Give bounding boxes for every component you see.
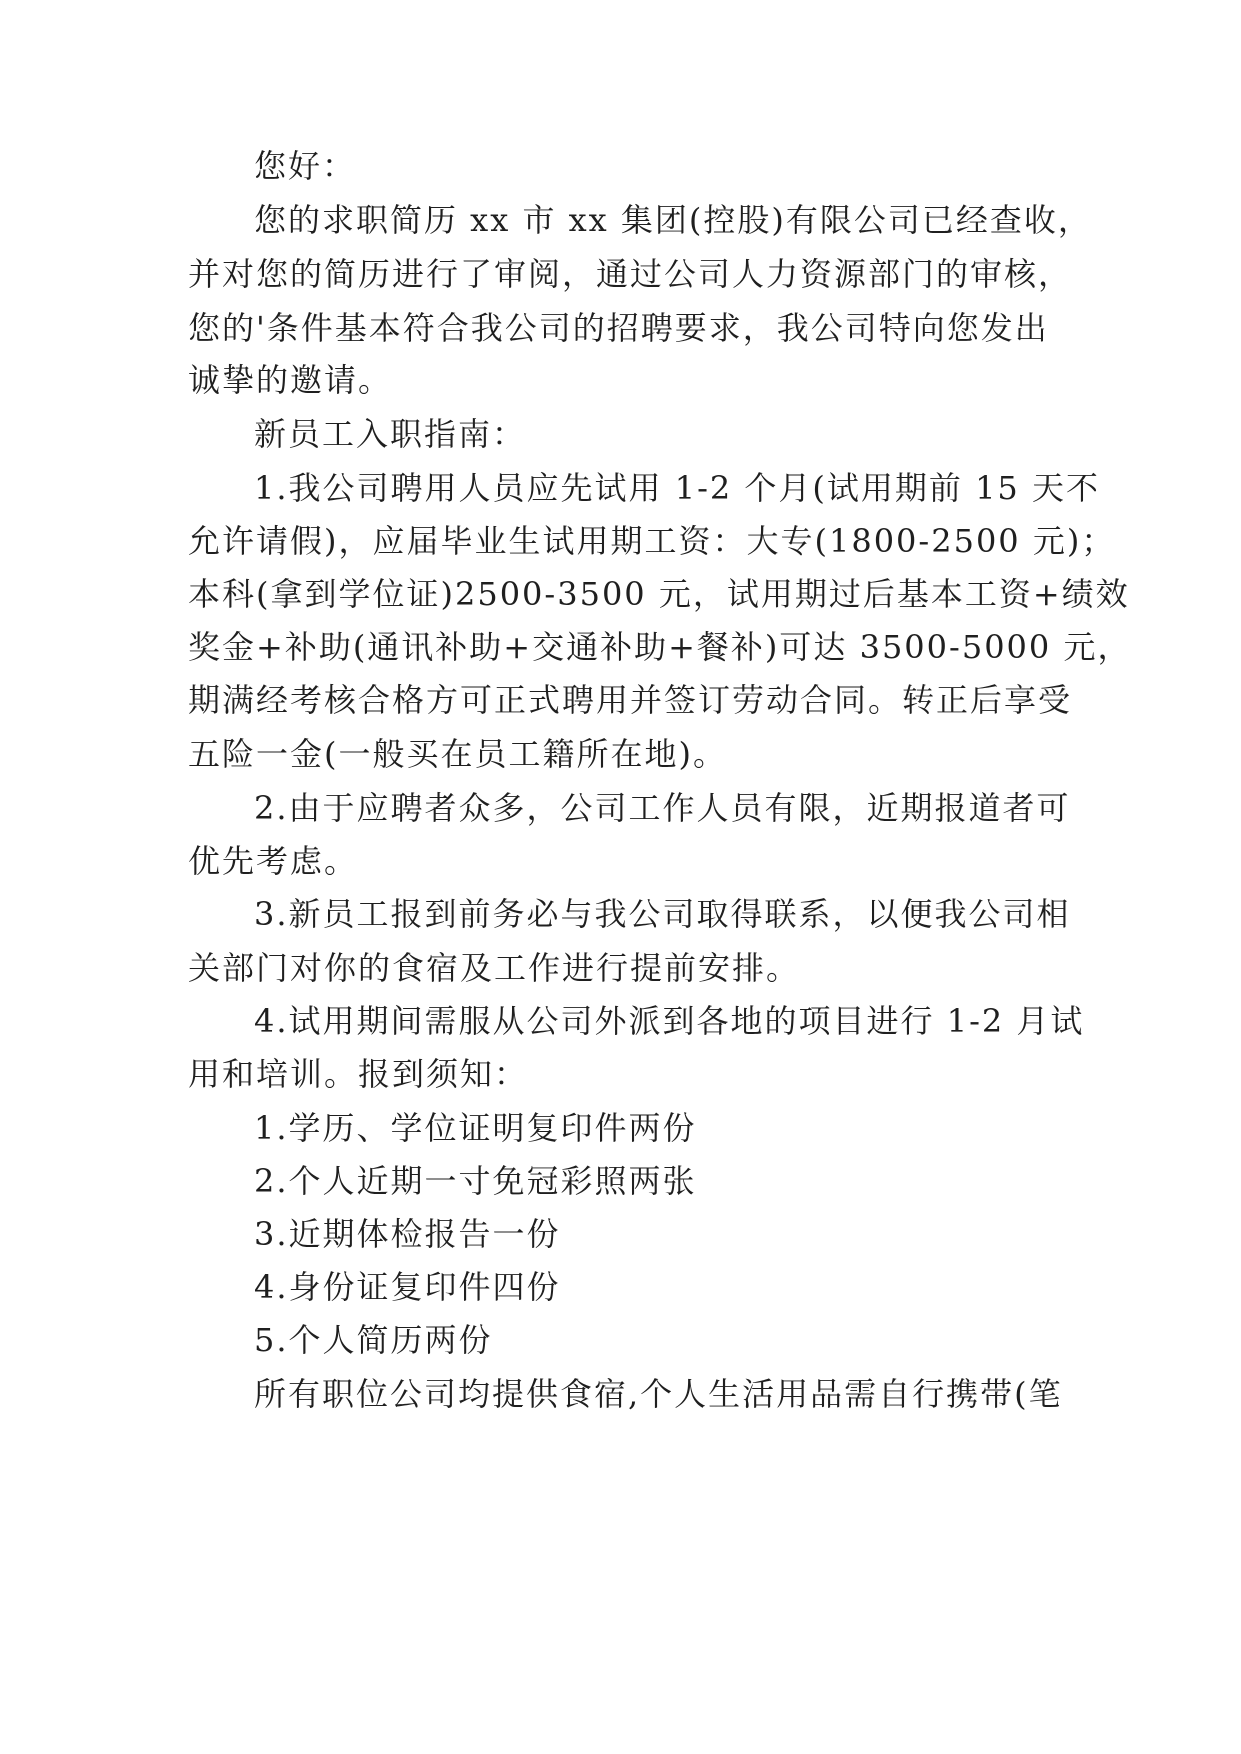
paragraph-line: 1.我公司聘用人员应先试用 1-2 个月(试用期前 15 天不 [254, 469, 1100, 507]
paragraph-line: 4.试用期间需服从公司外派到各地的项目进行 1-2 月试 [254, 1002, 1085, 1040]
paragraph-line: 期满经考核合格方可正式聘用并签订劳动合同。转正后享受 [188, 681, 1073, 719]
paragraph-line: 您的求职简历 xx 市 xx 集团(控股)有限公司已经查收， [254, 201, 1092, 239]
greeting: 您好： [254, 147, 357, 185]
paragraph-line: 本科(拿到学位证)2500-3500 元，试用期过后基本工资+绩效 [188, 575, 1130, 613]
list-item: 3.近期体检报告一份 [254, 1215, 561, 1253]
list-item: 5.个人简历两份 [254, 1321, 493, 1359]
paragraph-line: 优先考虑。 [188, 842, 359, 880]
section-heading: 新员工入职指南： [254, 415, 527, 453]
paragraph-line: 五险一金(一般买在员工籍所在地)。 [188, 735, 727, 773]
paragraph-line: 3.新员工报到前务必与我公司取得联系，以便我公司相 [254, 895, 1071, 933]
paragraph-line: 用和培训。报到须知： [188, 1055, 529, 1093]
paragraph-line: 诚挚的邀请。 [188, 361, 393, 399]
list-item: 1.学历、学位证明复印件两份 [254, 1109, 697, 1147]
paragraph-line: 允许请假)，应届毕业生试用期工资：大专(1800-2500 元)； [188, 522, 1116, 560]
paragraph-line: 关部门对你的食宿及工作进行提前安排。 [188, 949, 801, 987]
paragraph-line: 您的'条件基本符合我公司的招聘要求，我公司特向您发出 [188, 309, 1049, 347]
list-item: 4.身份证复印件四份 [254, 1268, 561, 1306]
paragraph-line: 奖金+补助(通讯补助+交通补助+餐补)可达 3500-5000 元， [188, 628, 1132, 666]
paragraph-line: 所有职位公司均提供食宿,个人生活用品需自行携带(笔 [254, 1375, 1063, 1413]
paragraph-line: 2.由于应聘者众多，公司工作人员有限，近期报道者可 [254, 789, 1071, 827]
paragraph-line: 并对您的简历进行了审阅，通过公司人力资源部门的审核， [188, 255, 1073, 293]
list-item: 2.个人近期一寸免冠彩照两张 [254, 1162, 697, 1200]
